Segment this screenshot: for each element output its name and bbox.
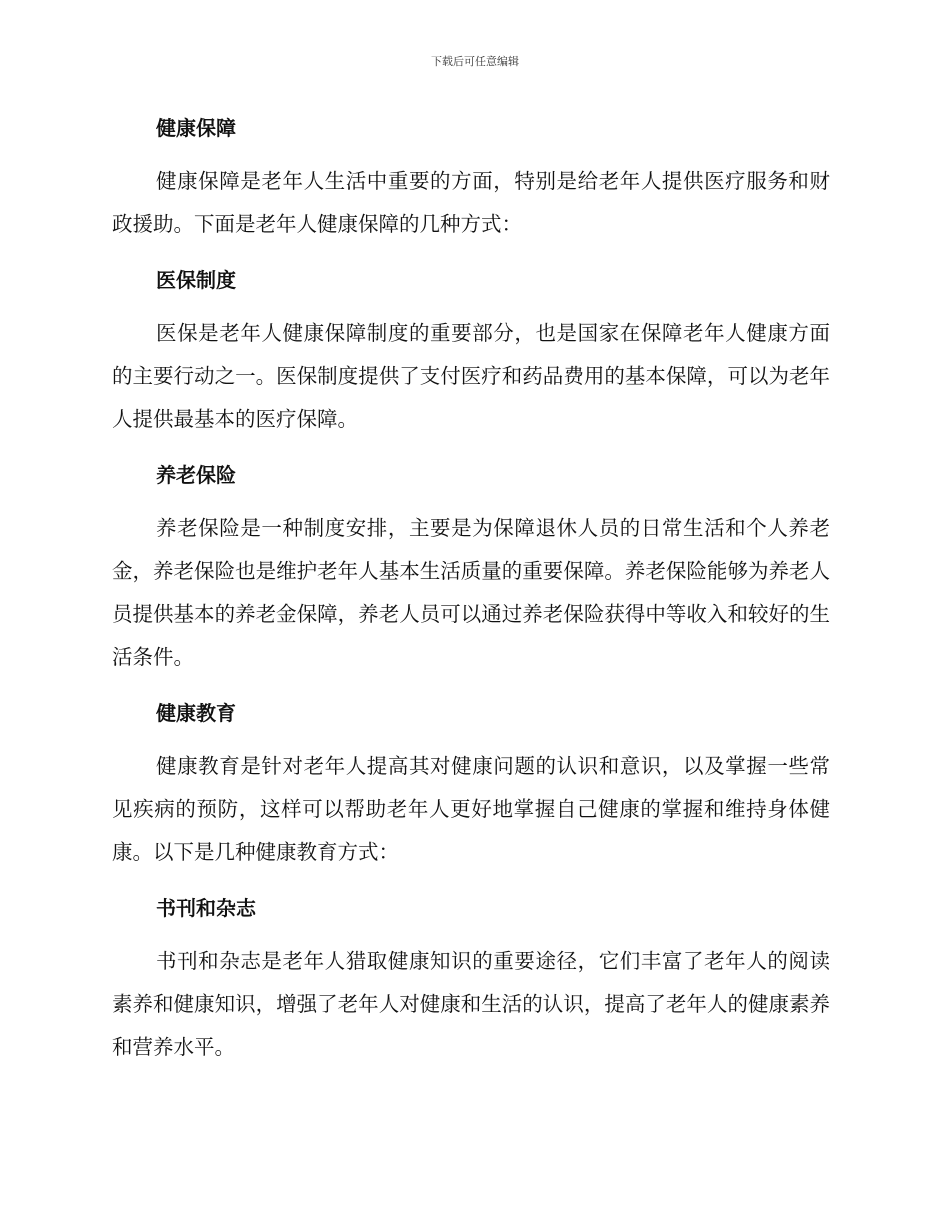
section-health-education xyxy=(112,693,830,874)
section-heading: 健康教育 xyxy=(156,701,236,725)
section-pension-insurance xyxy=(112,455,830,679)
document-body xyxy=(112,108,830,1083)
section-paragraph: 健康教育是针对老年人提高其对健康问题的认识和意识，以及掌握一些常见疾病的预防，这样可以帮助老年人更好地掌握自己健康的掌握和维持身体健康。以下是几种健康教育方式： xyxy=(112,754,830,864)
section-heading: 医保制度 xyxy=(156,268,236,292)
section-paragraph: 养老保险是一种制度安排，主要是为保障退休人员的日常生活和个人养老金，养老保险也是维护老年人基本生活质量的重要保障。养老保险能够为养老人员提供基本的养老金保障，养老人员可以通过养老保险获得中等收入和较好的生活条件。 xyxy=(112,516,830,669)
page-header: 下载后可任意编辑 xyxy=(431,55,519,68)
section-heading: 健康保障 xyxy=(156,116,236,140)
section-health-protection xyxy=(112,108,830,246)
section-paragraph: 医保是老年人健康保障制度的重要部分，也是国家在保障老年人健康方面的主要行动之一。医保制度提供了支付医疗和药品费用的基本保障，可以为老年人提供最基本的医疗保障。 xyxy=(112,321,830,431)
section-medical-insurance xyxy=(112,260,830,441)
section-paragraph: 书刊和杂志是老年人猎取健康知识的重要途径，它们丰富了老年人的阅读素养和健康知识，增强了老年人对健康和生活的认识，提高了老年人的健康素养和营养水平。 xyxy=(112,949,830,1059)
section-paragraph: 健康保障是老年人生活中重要的方面，特别是给老年人提供医疗服务和财政援助。下面是老年人健康保障的几种方式： xyxy=(112,169,830,236)
section-heading: 养老保险 xyxy=(156,463,236,487)
section-heading: 书刊和杂志 xyxy=(156,896,256,920)
section-books-magazines xyxy=(112,888,830,1069)
